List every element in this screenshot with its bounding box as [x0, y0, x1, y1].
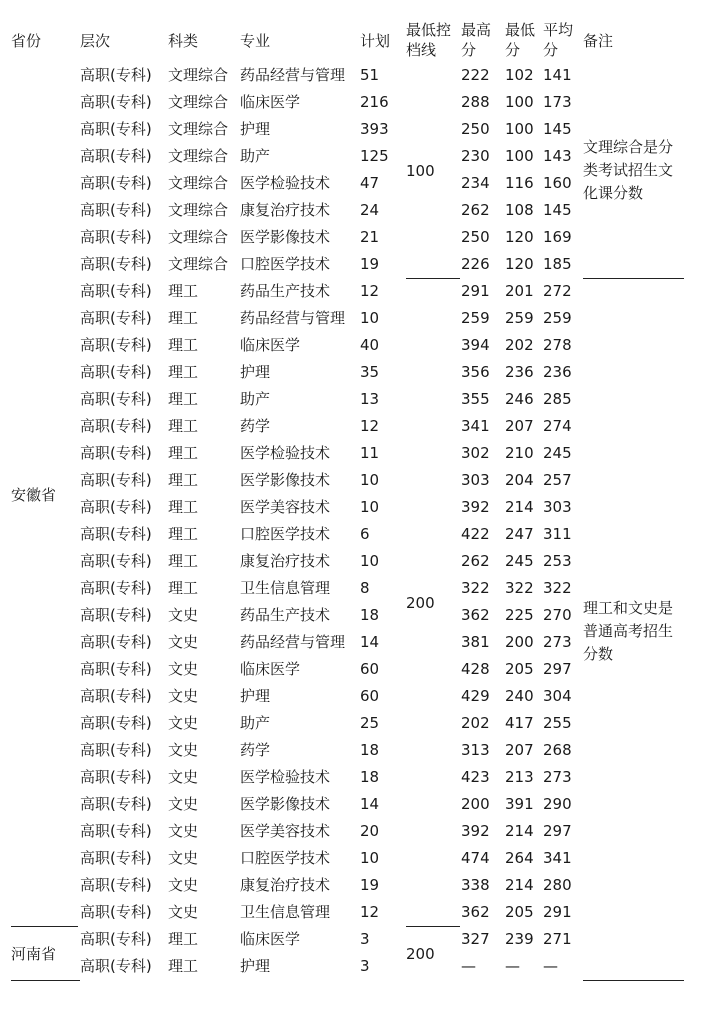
cell-max: 423 [461, 768, 490, 786]
cell-level: 高职(专科) [80, 606, 152, 624]
cell-max: 234 [461, 174, 490, 192]
cell-avg: 304 [543, 687, 572, 705]
cell-min: 120 [505, 255, 534, 273]
cell-level: 高职(专科) [80, 822, 152, 840]
cell-avg: 160 [543, 174, 572, 192]
cell-plan: 14 [360, 633, 380, 651]
cell-major: 临床医学 [240, 660, 301, 678]
note-a-l3: 化课分数 [583, 184, 644, 202]
cell-avg: 245 [543, 444, 572, 462]
cell-major: 卫生信息管理 [240, 903, 331, 921]
header-avg [543, 20, 573, 60]
cell-category: 理工 [168, 525, 199, 543]
cell-avg: 145 [543, 201, 572, 219]
header-min-line-l1: 最低控 [406, 21, 452, 39]
cell-min: 207 [505, 741, 534, 759]
cell-min: 201 [505, 282, 534, 300]
cell-major: 助产 [240, 714, 271, 732]
header-province: 省份 [11, 32, 42, 50]
cell-level: 高职(专科) [80, 498, 152, 516]
cell-plan: 125 [360, 147, 389, 165]
cell-avg: 273 [543, 633, 572, 651]
cell-category: 文史 [168, 849, 199, 867]
cell-category: 理工 [168, 579, 199, 597]
cell-min: 225 [505, 606, 534, 624]
cell-avg: 274 [543, 417, 572, 435]
cell-major: 医学美容技术 [240, 498, 331, 516]
cell-max: 250 [461, 228, 490, 246]
cell-category: 文史 [168, 687, 199, 705]
cell-plan: 60 [360, 660, 380, 678]
cell-max: 381 [461, 633, 490, 651]
cell-category: 理工 [168, 498, 199, 516]
cell-level: 高职(专科) [80, 471, 152, 489]
cell-plan: 25 [360, 714, 380, 732]
cell-level: 高职(专科) [80, 795, 152, 813]
cell-plan: 60 [360, 687, 380, 705]
cell-avg: 255 [543, 714, 572, 732]
cell-plan: 19 [360, 876, 380, 894]
cell-category: 文史 [168, 633, 199, 651]
cell-major: 药品经营与管理 [240, 66, 346, 84]
cell-category: 文史 [168, 660, 199, 678]
cell-min: 202 [505, 336, 534, 354]
cell-min: 264 [505, 849, 534, 867]
cell-category: 文理综合 [168, 201, 229, 219]
cell-major: 药学 [240, 417, 271, 435]
cell-major: 助产 [240, 147, 271, 165]
header-avg-l2: 分 [543, 41, 559, 59]
cell-level: 高职(专科) [80, 336, 152, 354]
cell-avg: 173 [543, 93, 572, 111]
note-a [583, 136, 687, 205]
header-max [461, 20, 491, 60]
cell-level: 高职(专科) [80, 768, 152, 786]
cell-avg: 291 [543, 903, 572, 921]
cell-major: 口腔医学技术 [240, 255, 331, 273]
note-b [583, 597, 687, 666]
cell-min: 207 [505, 417, 534, 435]
note-b-l3: 分数 [583, 645, 614, 663]
cell-plan: 8 [360, 579, 370, 597]
province-anhui: 安徽省 [11, 486, 57, 504]
cell-max: 422 [461, 525, 490, 543]
cell-avg: 169 [543, 228, 572, 246]
rule-province-henan [11, 980, 80, 981]
cell-plan: 12 [360, 903, 380, 921]
cell-major: 药品经营与管理 [240, 309, 346, 327]
cell-min: 214 [505, 876, 534, 894]
cell-avg: 280 [543, 876, 572, 894]
cell-max: 291 [461, 282, 490, 300]
cell-plan: 393 [360, 120, 389, 138]
cell-min: 245 [505, 552, 534, 570]
cell-plan: 216 [360, 93, 389, 111]
cell-max: 313 [461, 741, 490, 759]
cell-min: 210 [505, 444, 534, 462]
cell-major: 口腔医学技术 [240, 525, 331, 543]
cell-category: 理工 [168, 363, 199, 381]
cell-avg: 257 [543, 471, 572, 489]
cell-level: 高职(专科) [80, 363, 152, 381]
rule-min-line-a [406, 278, 460, 279]
cell-avg: 185 [543, 255, 572, 273]
cell-category: 文理综合 [168, 120, 229, 138]
cell-plan: 40 [360, 336, 380, 354]
cell-max: 356 [461, 363, 490, 381]
cell-major: 医学检验技术 [240, 444, 331, 462]
cell-major: 临床医学 [240, 93, 301, 111]
cell-major: 医学检验技术 [240, 174, 331, 192]
header-avg-l1: 平均 [543, 21, 574, 39]
cell-avg: 141 [543, 66, 572, 84]
header-max-l1: 最高 [461, 21, 492, 39]
cell-min: 322 [505, 579, 534, 597]
cell-min: 214 [505, 498, 534, 516]
cell-max: 303 [461, 471, 490, 489]
cell-min: 100 [505, 93, 534, 111]
cell-category: 理工 [168, 336, 199, 354]
cell-level: 高职(专科) [80, 444, 152, 462]
cell-major: 康复治疗技术 [240, 876, 331, 894]
rule-note-b [583, 980, 684, 981]
cell-min: 205 [505, 660, 534, 678]
cell-avg: 145 [543, 120, 572, 138]
note-b-l1: 理工和文史是 [583, 599, 674, 617]
cell-max: 200 [461, 795, 490, 813]
cell-min: 247 [505, 525, 534, 543]
header-note: 备注 [583, 32, 614, 50]
cell-level: 高职(专科) [80, 228, 152, 246]
cell-category: 文理综合 [168, 93, 229, 111]
cell-category: 文史 [168, 876, 199, 894]
cell-major: 助产 [240, 390, 271, 408]
cell-min: 120 [505, 228, 534, 246]
cell-avg: 278 [543, 336, 572, 354]
cell-min: 239 [505, 930, 534, 948]
cell-level: 高职(专科) [80, 579, 152, 597]
cell-plan: 18 [360, 768, 380, 786]
cell-category: 文理综合 [168, 66, 229, 84]
cell-min: 214 [505, 822, 534, 840]
cell-major: 药品生产技术 [240, 282, 331, 300]
min-line-anhui-b: 200 [406, 594, 435, 612]
cell-level: 高职(专科) [80, 903, 152, 921]
cell-plan: 3 [360, 930, 370, 948]
cell-avg: 271 [543, 930, 572, 948]
cell-avg: 272 [543, 282, 572, 300]
header-min-l2: 分 [505, 41, 521, 59]
cell-level: 高职(专科) [80, 552, 152, 570]
cell-major: 卫生信息管理 [240, 579, 331, 597]
cell-avg: 297 [543, 660, 572, 678]
cell-max: 259 [461, 309, 490, 327]
cell-category: 文史 [168, 768, 199, 786]
cell-plan: 13 [360, 390, 380, 408]
cell-category: 理工 [168, 930, 199, 948]
cell-major: 护理 [240, 687, 271, 705]
cell-major: 口腔医学技术 [240, 849, 331, 867]
cell-max: 338 [461, 876, 490, 894]
cell-max: 226 [461, 255, 490, 273]
cell-level: 高职(专科) [80, 309, 152, 327]
cell-major: 医学影像技术 [240, 795, 331, 813]
cell-max: 302 [461, 444, 490, 462]
cell-min: 102 [505, 66, 534, 84]
cell-category: 文理综合 [168, 228, 229, 246]
cell-major: 医学影像技术 [240, 471, 331, 489]
cell-plan: 10 [360, 849, 380, 867]
cell-avg: 236 [543, 363, 572, 381]
cell-avg: 270 [543, 606, 572, 624]
cell-major: 康复治疗技术 [240, 201, 331, 219]
header-major: 专业 [240, 32, 271, 50]
cell-plan: 10 [360, 471, 380, 489]
cell-category: 文史 [168, 741, 199, 759]
cell-min: 240 [505, 687, 534, 705]
cell-category: 理工 [168, 390, 199, 408]
note-a-l1: 文理综合是分 [583, 138, 674, 156]
cell-category: 文史 [168, 795, 199, 813]
cell-avg: 290 [543, 795, 572, 813]
cell-max: 362 [461, 606, 490, 624]
cell-category: 理工 [168, 552, 199, 570]
cell-avg: 143 [543, 147, 572, 165]
cell-plan: 19 [360, 255, 380, 273]
header-plan: 计划 [360, 32, 391, 50]
cell-plan: 6 [360, 525, 370, 543]
cell-max: 262 [461, 552, 490, 570]
cell-min: 100 [505, 120, 534, 138]
cell-category: 文史 [168, 714, 199, 732]
cell-level: 高职(专科) [80, 120, 152, 138]
cell-plan: 24 [360, 201, 380, 219]
cell-level: 高职(专科) [80, 66, 152, 84]
cell-avg: 273 [543, 768, 572, 786]
cell-max: 474 [461, 849, 490, 867]
note-b-l2: 普通高考招生 [583, 622, 674, 640]
cell-max: 355 [461, 390, 490, 408]
cell-plan: 3 [360, 957, 370, 975]
cell-min: 259 [505, 309, 534, 327]
header-min-line [406, 20, 451, 60]
cell-category: 理工 [168, 417, 199, 435]
cell-max: 230 [461, 147, 490, 165]
rule-min-line-b [406, 926, 460, 927]
note-a-l2: 类考试招生文 [583, 161, 674, 179]
cell-category: 理工 [168, 444, 199, 462]
cell-major: 医学美容技术 [240, 822, 331, 840]
cell-plan: 12 [360, 282, 380, 300]
cell-avg: 311 [543, 525, 572, 543]
cell-avg: 341 [543, 849, 572, 867]
cell-min: 108 [505, 201, 534, 219]
cell-min: 116 [505, 174, 534, 192]
cell-category: 理工 [168, 957, 199, 975]
cell-plan: 10 [360, 498, 380, 516]
cell-major: 临床医学 [240, 930, 301, 948]
cell-max: 327 [461, 930, 490, 948]
cell-category: 文史 [168, 903, 199, 921]
cell-category: 文理综合 [168, 147, 229, 165]
cell-avg: 303 [543, 498, 572, 516]
cell-plan: 51 [360, 66, 380, 84]
cell-level: 高职(专科) [80, 930, 152, 948]
cell-avg: 259 [543, 309, 572, 327]
cell-major: 护理 [240, 957, 271, 975]
cell-category: 文理综合 [168, 174, 229, 192]
cell-level: 高职(专科) [80, 876, 152, 894]
cell-max: 222 [461, 66, 490, 84]
min-line-anhui-a: 100 [406, 162, 435, 180]
cell-avg: — [543, 957, 558, 975]
cell-max: 322 [461, 579, 490, 597]
cell-avg: 253 [543, 552, 572, 570]
cell-level: 高职(专科) [80, 849, 152, 867]
cell-min: 205 [505, 903, 534, 921]
cell-major: 药品生产技术 [240, 606, 331, 624]
cell-major: 护理 [240, 363, 271, 381]
cell-max: 392 [461, 498, 490, 516]
cell-max: 288 [461, 93, 490, 111]
cell-min: 236 [505, 363, 534, 381]
cell-category: 理工 [168, 282, 199, 300]
cell-level: 高职(专科) [80, 741, 152, 759]
cell-min: 391 [505, 795, 534, 813]
cell-plan: 10 [360, 309, 380, 327]
cell-level: 高职(专科) [80, 147, 152, 165]
cell-plan: 14 [360, 795, 380, 813]
min-line-henan: 200 [406, 945, 435, 963]
cell-major: 护理 [240, 120, 271, 138]
cell-plan: 18 [360, 606, 380, 624]
cell-major: 药品经营与管理 [240, 633, 346, 651]
header-category: 科类 [168, 32, 199, 50]
cell-major: 临床医学 [240, 336, 301, 354]
cell-plan: 11 [360, 444, 380, 462]
cell-major: 医学检验技术 [240, 768, 331, 786]
cell-level: 高职(专科) [80, 390, 152, 408]
cell-level: 高职(专科) [80, 201, 152, 219]
cell-level: 高职(专科) [80, 660, 152, 678]
cell-plan: 12 [360, 417, 380, 435]
province-henan: 河南省 [11, 945, 57, 963]
cell-min: 246 [505, 390, 534, 408]
header-min-line-l2: 档线 [406, 41, 437, 59]
cell-max: 250 [461, 120, 490, 138]
cell-level: 高职(专科) [80, 417, 152, 435]
cell-max: 392 [461, 822, 490, 840]
header-max-l2: 分 [461, 41, 477, 59]
cell-plan: 35 [360, 363, 380, 381]
cell-avg: 297 [543, 822, 572, 840]
cell-max: 362 [461, 903, 490, 921]
cell-max: 394 [461, 336, 490, 354]
cell-max: 429 [461, 687, 490, 705]
cell-major: 药学 [240, 741, 271, 759]
header-level: 层次 [80, 32, 111, 50]
header-min-l1: 最低 [505, 21, 536, 39]
cell-level: 高职(专科) [80, 633, 152, 651]
cell-min: — [505, 957, 520, 975]
cell-category: 理工 [168, 471, 199, 489]
cell-max: — [461, 957, 476, 975]
cell-level: 高职(专科) [80, 174, 152, 192]
cell-plan: 20 [360, 822, 380, 840]
cell-plan: 18 [360, 741, 380, 759]
cell-major: 医学影像技术 [240, 228, 331, 246]
cell-category: 理工 [168, 309, 199, 327]
cell-level: 高职(专科) [80, 687, 152, 705]
cell-major: 康复治疗技术 [240, 552, 331, 570]
rule-note-a [583, 278, 684, 279]
header-min [505, 20, 535, 60]
cell-plan: 10 [360, 552, 380, 570]
cell-level: 高职(专科) [80, 525, 152, 543]
cell-max: 341 [461, 417, 490, 435]
cell-category: 文史 [168, 606, 199, 624]
cell-min: 204 [505, 471, 534, 489]
cell-level: 高职(专科) [80, 282, 152, 300]
cell-avg: 285 [543, 390, 572, 408]
cell-avg: 268 [543, 741, 572, 759]
cell-max: 202 [461, 714, 490, 732]
cell-min: 200 [505, 633, 534, 651]
cell-level: 高职(专科) [80, 714, 152, 732]
cell-level: 高职(专科) [80, 93, 152, 111]
cell-max: 262 [461, 201, 490, 219]
cell-min: 213 [505, 768, 534, 786]
cell-category: 文史 [168, 822, 199, 840]
cell-plan: 21 [360, 228, 380, 246]
cell-plan: 47 [360, 174, 380, 192]
cell-level: 高职(专科) [80, 255, 152, 273]
rule-province-anhui [11, 926, 78, 927]
cell-avg: 322 [543, 579, 572, 597]
cell-min: 417 [505, 714, 534, 732]
cell-level: 高职(专科) [80, 957, 152, 975]
cell-category: 文理综合 [168, 255, 229, 273]
cell-max: 428 [461, 660, 490, 678]
cell-min: 100 [505, 147, 534, 165]
